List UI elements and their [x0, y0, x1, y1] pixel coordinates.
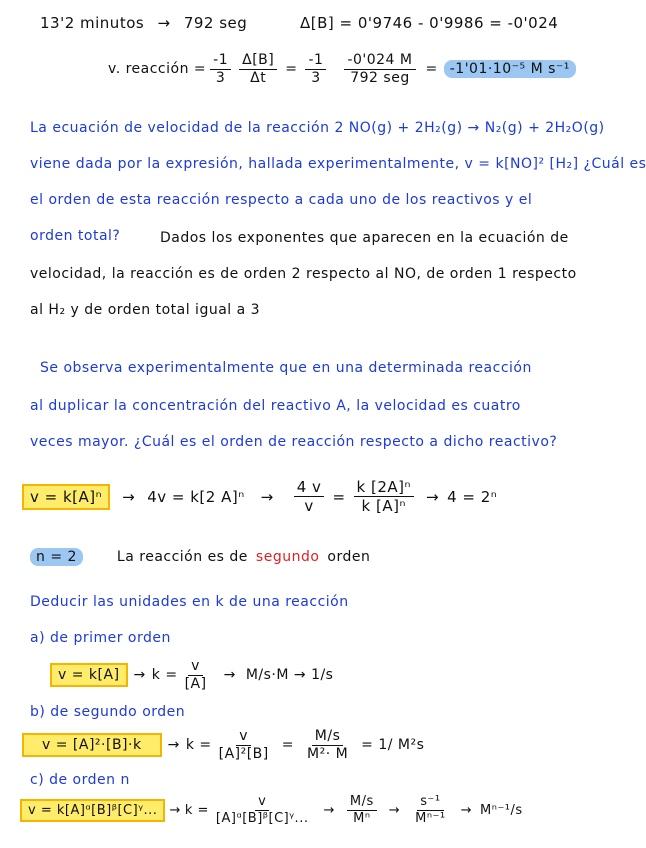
- coef-fraction: [210, 52, 231, 87]
- first-order-frac-den: [A]: [184, 675, 207, 692]
- arrow-icon: →: [425, 487, 440, 506]
- doubled-rate: 4v = k[2 A]ⁿ: [147, 487, 245, 506]
- arrow-icon: →: [260, 487, 274, 506]
- rate-result: -1'01·10⁻⁵ M s⁻¹: [444, 60, 576, 78]
- nth-order-units2: [412, 794, 448, 826]
- arrow-icon: →: [323, 802, 335, 818]
- second-order-row: [22, 728, 424, 763]
- nth-order-label: c) de orden n: [30, 772, 130, 788]
- time-conversion: [40, 14, 247, 32]
- seconds-value: 792 seg: [183, 14, 248, 32]
- arrow-icon: →: [122, 487, 136, 506]
- second-order-k: k =: [185, 737, 212, 754]
- order-pre: La reacción es de: [116, 549, 248, 565]
- value-den: 792 seg: [350, 69, 410, 86]
- nth-order-row: [20, 794, 523, 826]
- delta-b-equation: Δ[B] = 0'9746 - 0'9986 = -0'024: [300, 14, 559, 32]
- value-num: -0'024 M: [344, 52, 415, 70]
- derivation-result: 4 = 2ⁿ: [447, 487, 498, 506]
- coef-num: -1: [210, 52, 231, 70]
- derivation: [22, 478, 497, 515]
- second-order-box: v = [A]²·[B]·k: [22, 733, 162, 757]
- first-order-frac-num: v: [188, 658, 203, 676]
- equals-sign: =: [332, 487, 346, 506]
- second-order-units-den: M²· M: [307, 745, 349, 762]
- first-order-frac: [182, 658, 210, 693]
- q1-line-1: La ecuación de velocidad de la reacción 2 NO(g) + 2H₂(g) → N₂(g) + 2H₂O(g): [30, 120, 605, 136]
- nth-order-units1-den: Mⁿ: [353, 810, 371, 826]
- rate-equation: [108, 52, 576, 87]
- coef2-num: -1: [305, 52, 326, 70]
- equals-sign-2: =: [425, 61, 438, 78]
- answer1-line-3: al H₂ y de orden total igual a 3: [30, 302, 261, 318]
- nth-order-k: k =: [184, 802, 209, 818]
- q2-line-3: veces mayor. ¿Cuál es el orden de reacción respecto a dicho reactivo?: [30, 434, 558, 450]
- coef2-den: 3: [311, 69, 321, 86]
- arrow-icon: →: [223, 667, 236, 684]
- ratio-left: [294, 478, 325, 515]
- ratio-left-num: 4 v: [294, 478, 325, 497]
- nth-order-units2-den: Mⁿ⁻¹: [415, 810, 446, 826]
- delta-fraction: [239, 52, 277, 87]
- nth-order-box: v = k[A]ᵅ[B]ᵝ[C]ᵞ...: [20, 799, 165, 822]
- answer1-line-2: velocidad, la reacción es de orden 2 respecto al NO, de orden 1 respecto: [30, 266, 577, 282]
- value-fraction: [344, 52, 415, 87]
- nth-order-frac-num: v: [255, 794, 269, 811]
- first-order-units: M/s·M → 1/s: [245, 667, 334, 684]
- nth-order-frac: [213, 794, 312, 826]
- nth-order-units2-num: s⁻¹: [417, 794, 443, 811]
- arrow-icon: →: [169, 802, 181, 818]
- units-title: Deducir las unidades en k de una reacción: [30, 594, 349, 610]
- arrow-icon: →: [133, 667, 146, 684]
- q1-line-3: el orden de esta reacción respecto a cada uno de los reactivos y el: [30, 192, 533, 208]
- second-order-units-num: M/s: [312, 728, 344, 746]
- arrow-icon: →: [460, 802, 473, 818]
- n-value: n = 2: [30, 548, 83, 566]
- order-result: [30, 548, 370, 566]
- first-order-k: k =: [151, 667, 178, 684]
- nth-order-result: Mⁿ⁻¹/s: [480, 802, 523, 818]
- delta-den: Δt: [250, 69, 267, 86]
- rate-label: v. reacción =: [108, 61, 207, 78]
- second-order-frac: [216, 728, 272, 763]
- q2-line-1: Se observa experimentalmente que en una determinada reacción: [40, 360, 532, 376]
- arrow-icon: →: [388, 802, 401, 818]
- first-order-label: a) de primer orden: [30, 630, 171, 646]
- order-word: segundo: [255, 549, 320, 565]
- equals-sign: =: [285, 61, 298, 78]
- nth-order-frac-den: [A]ᵅ[B]ᵝ[C]ᵞ...: [215, 810, 309, 826]
- first-order-row: [50, 658, 333, 693]
- order-post: orden: [327, 549, 371, 565]
- q2-line-2: al duplicar la concentración del reactivo A, la velocidad es cuatro: [30, 398, 521, 414]
- nth-order-units1-num: M/s: [347, 794, 377, 811]
- second-order-label: b) de segundo orden: [30, 704, 186, 720]
- arrow-icon: →: [157, 14, 171, 32]
- ratio-right-num: k [2A]ⁿ: [354, 478, 414, 497]
- second-order-frac-num: v: [236, 728, 251, 746]
- answer1-line-1: Dados los exponentes que aparecen en la ecuación de: [160, 230, 569, 246]
- delta-num: Δ[B]: [239, 52, 277, 70]
- nth-order-units1: [347, 794, 377, 826]
- ratio-right: [354, 478, 414, 515]
- second-order-units-frac: [304, 728, 351, 763]
- q1-line-2: viene dada por la expresión, hallada experimentalmente, v = k[NO]² [H₂] ¿Cuál es: [30, 156, 646, 172]
- coef-den: 3: [215, 69, 226, 86]
- coef2-fraction: [305, 52, 326, 87]
- q1-line-4a: orden total?: [30, 228, 121, 244]
- equals-sign: =: [281, 737, 294, 754]
- second-order-result: = 1/ M²s: [361, 737, 425, 754]
- ratio-left-den: v: [304, 497, 314, 515]
- arrow-icon: →: [167, 737, 180, 754]
- second-order-frac-den: [A]²[B]: [218, 745, 269, 762]
- ratio-right-den: k [A]ⁿ: [361, 497, 406, 515]
- minutes-value: 13'2 minutos: [40, 14, 145, 32]
- rate-law-box: v = k[A]ⁿ: [22, 484, 110, 510]
- first-order-box: v = k[A]: [50, 663, 128, 687]
